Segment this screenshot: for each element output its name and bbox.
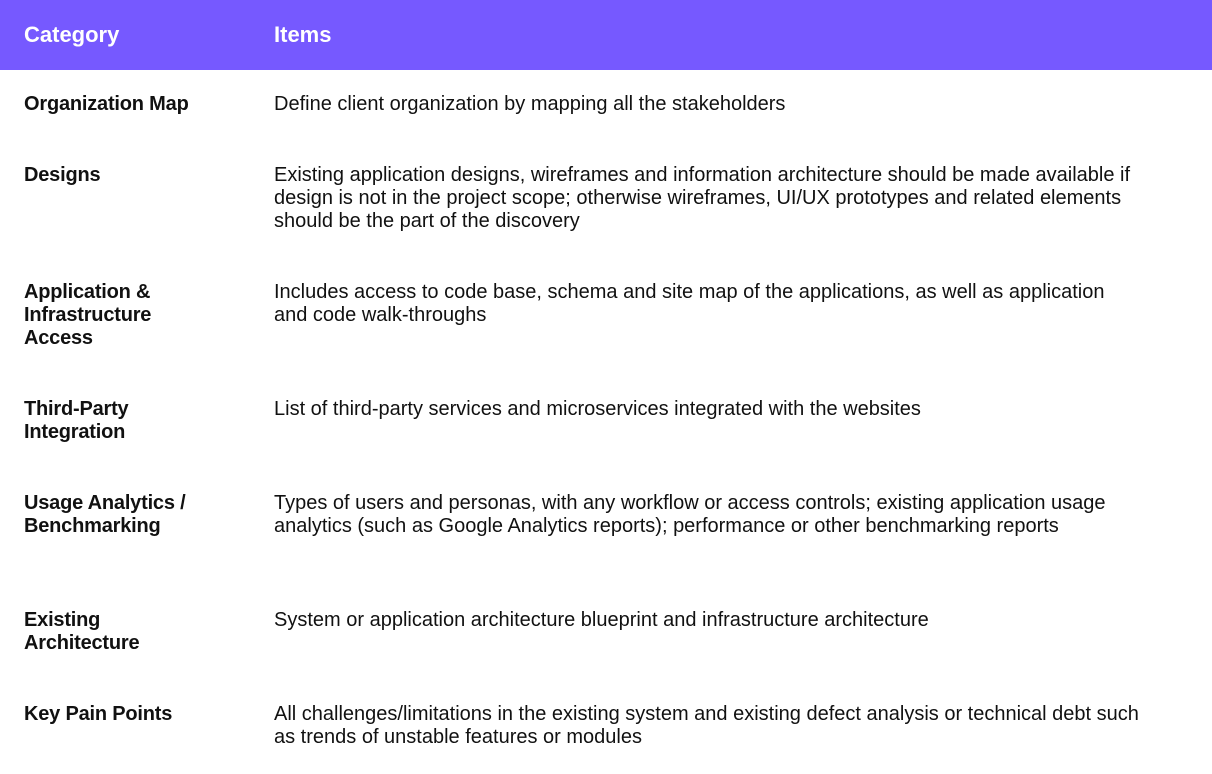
row-category: Designs [24, 164, 101, 186]
row-items: List of third-party services and microservices integrated with the websites [274, 398, 921, 420]
row-category: Key Pain Points [24, 703, 173, 725]
header-items: Items [274, 22, 332, 47]
row-items: All challenges/limitations in the existing system and existing defect analysis or technical debt such as trends of unstable features or modules [274, 703, 1139, 748]
table-header [0, 0, 1212, 70]
row-category: Existing Architecture [24, 609, 140, 654]
row-items: Includes access to code base, schema and site map of the applications, as well as application and code walk-throughs [274, 281, 1105, 326]
row-category: Third-Party Integration [24, 398, 129, 443]
row-category: Usage Analytics / Benchmarking [24, 492, 186, 537]
row-items: Define client organization by mapping all the stakeholders [274, 93, 786, 115]
row-items: Existing application designs, wireframes and information architecture should be made available if design is not in the project scope; otherwise wireframes, UI/UX prototypes and related elements should be the part of the discovery [274, 164, 1131, 232]
row-category: Organization Map [24, 93, 189, 115]
row-category: Application & Infrastructure Access [24, 281, 152, 349]
row-items: System or application architecture blueprint and infrastructure architecture [274, 609, 929, 631]
row-items: Types of users and personas, with any workflow or access controls; existing application usage analytics (such as Google Analytics reports); performance or other benchmarking reports [274, 492, 1106, 537]
header-category: Category [24, 22, 120, 47]
